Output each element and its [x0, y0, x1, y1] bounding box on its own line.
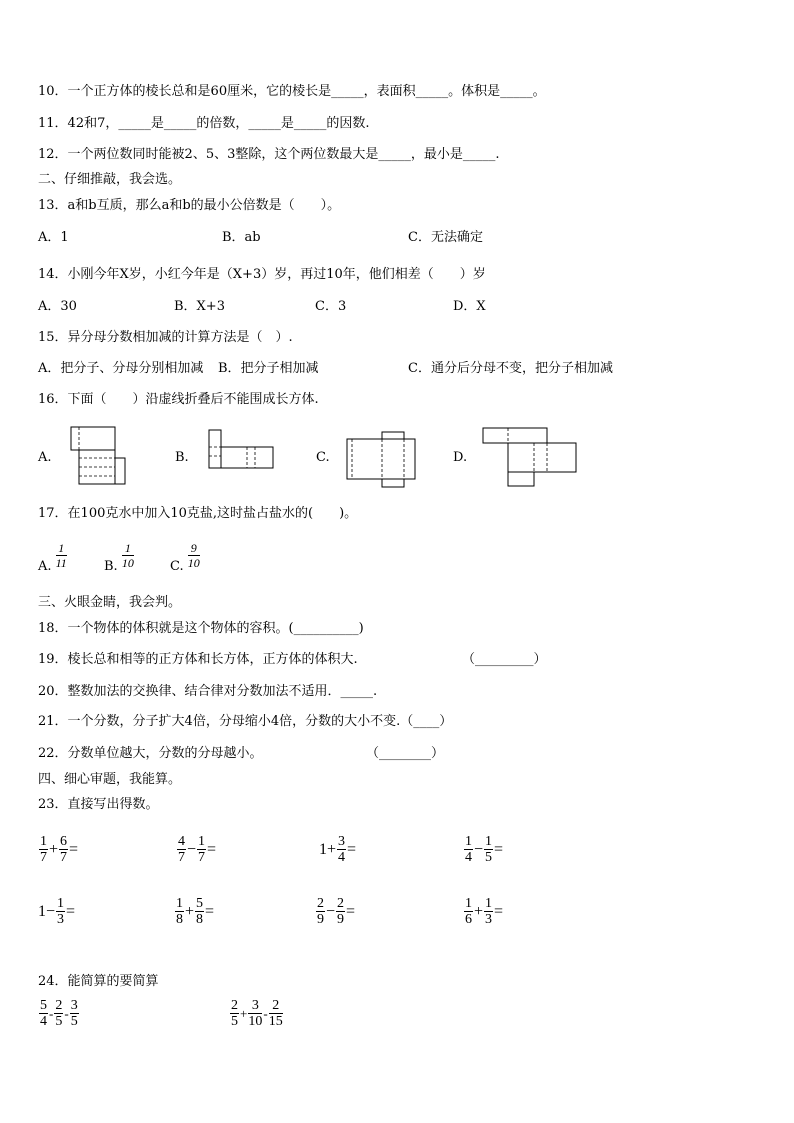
expression-4: $\frac{1}{4}$ − $\frac{1}{5}$ = — [465, 834, 504, 865]
question-16: 16．下面（ ）沿虚线折叠后不能围成长方体. — [38, 392, 319, 407]
option-d: D. — [453, 450, 468, 465]
option-d: D．X — [453, 299, 486, 314]
expression-6: $\frac{1}{8}$ + $\frac{5}{8}$ = — [176, 896, 215, 927]
option-c: C. — [316, 450, 330, 465]
option-c: C. $\frac{9}{10}$ — [170, 541, 200, 574]
question-14: 14．小刚今年X岁，小红今年是（X+3）岁，再过10年，他们相差（ ）岁 — [38, 267, 486, 282]
simplify-expression-1: $\frac{5}{4}$ - $\frac{2}{5}$ - $\frac{3}{5}$ — [40, 998, 78, 1029]
expression-1: $\frac{1}{7}$ + $\frac{6}{7}$ = — [40, 834, 79, 865]
option-c: C．无法确定 — [408, 230, 483, 245]
fraction: $\frac{1}{11}$ — [55, 541, 67, 570]
question-15: 15．异分母分数相加减的计算方法是（ ）. — [38, 330, 293, 345]
section-4-heading: 四、细心审题，我能算。 — [38, 772, 182, 787]
simplify-expression-2: $\frac{2}{5}$ + $\frac{3}{10}$ - $\frac{2}{15}$ — [231, 998, 283, 1029]
option-b: B．X+3 — [174, 299, 225, 314]
question-22: 22．分数单位越大，分数的分母越小。 — [38, 746, 263, 761]
answer-blank: （_________） — [462, 652, 547, 667]
option-c: C．通分后分母不变，把分子相加减 — [408, 361, 613, 376]
net-figure-b — [206, 427, 276, 471]
expression-3: 1+ $\frac{3}{4}$ = — [319, 834, 357, 865]
option-b: B．把分子相加减 — [218, 361, 319, 376]
question-11: 11．42和7，_____是_____的倍数，_____是_____的因数. — [38, 116, 370, 131]
option-c: C．3 — [315, 299, 347, 314]
option-b: B．ab — [222, 230, 261, 245]
question-10: 10．一个正方体的棱长总和是60厘米，它的棱长是_____，表面积_____。体积是_____。 — [38, 84, 546, 99]
expression-5: 1− $\frac{1}{3}$ = — [38, 896, 76, 927]
question-18: 18．一个物体的体积就是这个物体的容积。(__________) — [38, 621, 364, 636]
question-19: 19．棱长总和相等的正方体和长方体，正方体的体积大. — [38, 652, 358, 667]
section-3-heading: 三、火眼金睛，我会判。 — [38, 595, 182, 610]
expression-7: $\frac{2}{9}$ − $\frac{2}{9}$ = — [317, 896, 356, 927]
question-20: 20．整数加法的交换律、结合律对分数加法不适用．_____. — [38, 684, 378, 699]
question-23: 23．直接写出得数。 — [38, 797, 159, 812]
question-17: 17．在100克水中加入10克盐,这时盐占盐水的( )。 — [38, 506, 358, 521]
expression-2: $\frac{4}{7}$ − $\frac{1}{7}$ = — [178, 834, 217, 865]
question-12: 12．一个两位数同时能被2、5、3整除，这个两位数最大是_____，最小是_____. — [38, 147, 500, 162]
question-21: 21．一个分数，分子扩大4倍，分母缩小4倍，分数的大小不变.（____） — [38, 714, 453, 729]
section-2-heading: 二、仔细推敲，我会选。 — [38, 172, 182, 187]
option-a: A．30 — [38, 299, 77, 314]
question-13: 13．a和b互质，那么a和b的最小公倍数是（ ）。 — [38, 198, 341, 213]
option-a: A. — [38, 450, 52, 465]
option-b: B. — [175, 450, 189, 465]
option-a: A．1 — [38, 230, 69, 245]
option-a: A. $\frac{1}{11}$ — [38, 541, 67, 574]
net-figure-c — [344, 429, 418, 491]
option-a: A．把分子、分母分别相加减 — [38, 361, 204, 376]
net-figure-d — [480, 425, 580, 489]
question-24: 24．能简算的要简算 — [38, 974, 159, 989]
option-b: B. $\frac{1}{10}$ — [104, 541, 134, 574]
net-figure-a — [68, 425, 128, 487]
expression-8: $\frac{1}{6}$ + $\frac{1}{3}$ = — [465, 896, 504, 927]
answer-blank: （________） — [366, 746, 445, 761]
fraction: $\frac{1}{10}$ — [121, 541, 134, 570]
fraction: $\frac{9}{10}$ — [187, 541, 200, 570]
